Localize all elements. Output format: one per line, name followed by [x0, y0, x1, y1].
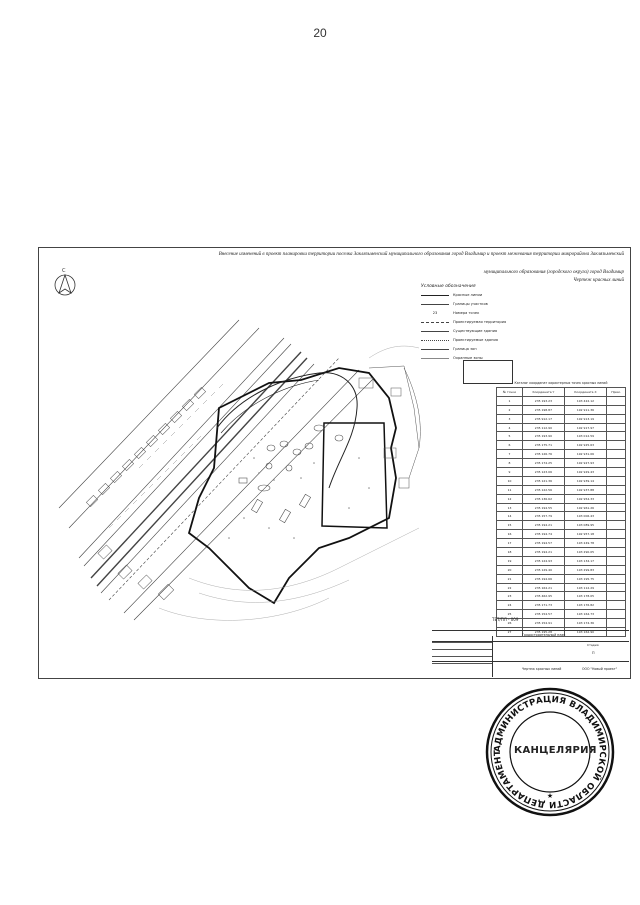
legend-item: Красные линии: [421, 291, 626, 300]
table-header-row: [497, 388, 626, 397]
stamp-drawing: Чертеж красных линий: [522, 667, 562, 671]
table-cell: 235 124.93: [522, 556, 564, 565]
table-cell: 23: [497, 592, 523, 601]
table-cell: 235 198.87: [522, 405, 564, 414]
table-row: [497, 539, 626, 548]
legend-item: Проектируемые здания: [421, 336, 626, 345]
table-cell: 192 929.43: [564, 468, 606, 477]
table-cell: 193 299.83: [564, 565, 606, 574]
sheet-title: Внесение изменений в проект планировки территории поселка Заклязьменский муниципального образования город Владимир и проект межевания территории микрорайона Заклязьменский: [218, 252, 624, 257]
table-row: [497, 583, 626, 592]
table-cell: 192 913.19: [564, 414, 606, 423]
table-cell: 192 925.63: [564, 441, 606, 450]
table-cell: 26: [497, 619, 523, 628]
table-cell: 193 164.73: [564, 610, 606, 619]
table-row: [497, 414, 626, 423]
table-cell: 192 961.26: [564, 503, 606, 512]
table-cell: 193 176.82: [564, 601, 606, 610]
table-cell: 5: [497, 432, 523, 441]
table-cell: 193 006.43: [564, 512, 606, 521]
table-cell: [607, 485, 626, 494]
table-cell: 7: [497, 450, 523, 459]
table-cell: 11: [497, 485, 523, 494]
table-row: [497, 396, 626, 405]
table-cell: 235 194.66: [522, 574, 564, 583]
table-cell: [607, 583, 626, 592]
table-cell: [607, 619, 626, 628]
table-cell: 14: [497, 512, 523, 521]
table-cell: 235 194.57: [522, 539, 564, 548]
table-cell: [607, 521, 626, 530]
table-cell: [607, 450, 626, 459]
table-cell: 193 162.90: [564, 628, 606, 637]
table-cell: 192 917.97: [564, 423, 606, 432]
table-cell: [607, 423, 626, 432]
table-cell: 193 195.75: [564, 574, 606, 583]
legend-item: Проектируемая территория: [421, 318, 626, 327]
official-seal: [484, 686, 616, 818]
table-cell: 193 290.05: [564, 548, 606, 557]
drawing-name: Чертеж красных линий: [573, 278, 624, 283]
column-header: Координата X: [564, 388, 606, 397]
table-cell: 16: [497, 530, 523, 539]
drawing-sheet: [38, 247, 631, 679]
coordinates-table: [496, 381, 626, 637]
table-row: [497, 556, 626, 565]
stamp-company: ООО "Новый проект": [582, 667, 618, 671]
table-row: [497, 405, 626, 414]
table-row: [497, 574, 626, 583]
table-cell: 20: [497, 565, 523, 574]
table-cell: [607, 414, 626, 423]
column-header: Прим.: [607, 388, 626, 397]
table-cell: [607, 592, 626, 601]
table-cell: [607, 459, 626, 468]
table-cell: 235 194.55: [522, 503, 564, 512]
table-cell: [607, 441, 626, 450]
table-cell: 192 954.33: [564, 494, 606, 503]
table-cell: 17: [497, 539, 523, 548]
table-cell: 235 193.23: [522, 396, 564, 405]
table-cell: 235 174.25: [522, 459, 564, 468]
table-cell: 1: [497, 396, 523, 405]
table-cell: 6: [497, 441, 523, 450]
table-row: [497, 423, 626, 432]
table-cell: 193 422.12: [564, 396, 606, 405]
table-cell: [607, 556, 626, 565]
table-row: [497, 530, 626, 539]
table-cell: [607, 512, 626, 521]
table-cell: 235 122.56: [522, 485, 564, 494]
legend-item: Границы участков: [421, 300, 626, 309]
table-row: [497, 494, 626, 503]
table-cell: [607, 468, 626, 477]
table-cell: 235 912.17: [522, 414, 564, 423]
star-icon: ★: [546, 792, 554, 800]
table-cell: [607, 494, 626, 503]
table-cell: 235 462.95: [522, 592, 564, 601]
table-row: [497, 485, 626, 494]
table-cell: 235 123.06: [522, 468, 564, 477]
table-cell: 235 154.57: [522, 610, 564, 619]
table-cell: 19: [497, 556, 523, 565]
table-cell: [607, 548, 626, 557]
table-row: [497, 432, 626, 441]
table-row: [497, 592, 626, 601]
table-cell: [607, 574, 626, 583]
legend: [421, 282, 626, 363]
table-row: [497, 521, 626, 530]
legend-item: Существующие здания: [421, 327, 626, 336]
table-row: [497, 601, 626, 610]
table-cell: 192 939.14: [564, 476, 606, 485]
table-cell: 192 927.93: [564, 459, 606, 468]
table-cell: 235 175.71: [522, 441, 564, 450]
stamp-sheet-value: П: [592, 651, 595, 655]
table-cell: 8: [497, 459, 523, 468]
table-row: [497, 548, 626, 557]
table-cell: 235 157.79: [522, 512, 564, 521]
table-cell: 9: [497, 468, 523, 477]
legend-header: Условные обозначения: [421, 284, 476, 289]
table-cell: 24: [497, 601, 523, 610]
table-cell: 193 174.36: [564, 619, 606, 628]
table-cell: 235 121.36: [522, 476, 564, 485]
table-cell: 192 957.18: [564, 530, 606, 539]
legend-item: Охранные зоны: [421, 354, 626, 363]
stamp-grid: [432, 636, 493, 677]
table-cell: 235 136.62: [522, 494, 564, 503]
svg-text:С: С: [62, 268, 66, 274]
table-cell: 235 194.21: [522, 548, 564, 557]
table-row: [497, 459, 626, 468]
north-arrow-icon: [55, 268, 75, 295]
table-cell: 13: [497, 503, 523, 512]
table-row: [497, 565, 626, 574]
column-header: Координата Y: [522, 388, 564, 397]
table-cell: 193 089.95: [564, 521, 606, 530]
table-cell: [607, 565, 626, 574]
page-number: 20: [313, 26, 327, 40]
table-cell: 22: [497, 583, 523, 592]
table-cell: 18: [497, 548, 523, 557]
table-cell: [607, 539, 626, 548]
stamp-org: Градостроительный план: [522, 633, 566, 637]
table-cell: 193 134.17: [564, 556, 606, 565]
table-cell: 3: [497, 414, 523, 423]
table-cell: 10: [497, 476, 523, 485]
stamp-code: ТЕТ/ПЛ - 009: [492, 617, 519, 622]
table-cell: 235 129.40: [522, 565, 564, 574]
table-cell: 235 164.21: [522, 583, 564, 592]
table-cell: [607, 405, 626, 414]
red-line-boundary: [189, 368, 396, 603]
table-cell: 193 012.59: [564, 432, 606, 441]
table-cell: [607, 601, 626, 610]
table-cell: 235 195.28: [522, 628, 564, 637]
table-cell: 235 154.91: [522, 619, 564, 628]
table-row: [497, 476, 626, 485]
table-cell: [607, 530, 626, 539]
table-row: [497, 450, 626, 459]
stamp-sheet-label: Стадия: [587, 643, 599, 647]
table-cell: 235 194.21: [522, 521, 564, 530]
table-cell: [607, 432, 626, 441]
table-cell: [607, 476, 626, 485]
table-cell: 193 178.05: [564, 592, 606, 601]
table-cell: 2: [497, 405, 523, 414]
coordinates-table-title: Каталог координат характерных точек красных линий: [514, 381, 608, 385]
table-cell: 193 112.29: [564, 583, 606, 592]
table-cell: 15: [497, 521, 523, 530]
seal-ring-text: АДМИНИСТРАЦИЯ ВЛАДИМИРСКОЙ ОБЛАСТИ ДЕПАРТАМЕНТ: [492, 694, 608, 810]
legend-item: 23 Номера точек: [432, 311, 480, 315]
table-row: [497, 468, 626, 477]
seal-center-text: КАНЦЕЛЯРИЯ: [514, 745, 597, 756]
table-cell: 4: [497, 423, 523, 432]
sheet-subtitle: муниципального образования (городского округа) город Владимир: [483, 270, 624, 275]
table-cell: [607, 610, 626, 619]
table-cell: 27: [497, 628, 523, 637]
table-cell: 235 112.90: [522, 423, 564, 432]
table-cell: 192 937.88: [564, 485, 606, 494]
table-cell: [607, 503, 626, 512]
coordinates-table-body: [497, 396, 626, 636]
table-cell: 192 911.36: [564, 405, 606, 414]
table-cell: 12: [497, 494, 523, 503]
table-row: [497, 512, 626, 521]
column-header: № точки: [497, 388, 523, 397]
table-cell: [607, 396, 626, 405]
table-cell: 25: [497, 610, 523, 619]
table-cell: 21: [497, 574, 523, 583]
table-row: [497, 503, 626, 512]
legend-item: Граница зон: [421, 345, 626, 354]
table-cell: 235 126.76: [522, 450, 564, 459]
table-cell: 235 171.73: [522, 601, 564, 610]
table-cell: 235 193.90: [522, 432, 564, 441]
table-cell: 235 194.74: [522, 530, 564, 539]
table-row: [497, 441, 626, 450]
table-cell: 192 931.06: [564, 450, 606, 459]
table-cell: 193 249.78: [564, 539, 606, 548]
